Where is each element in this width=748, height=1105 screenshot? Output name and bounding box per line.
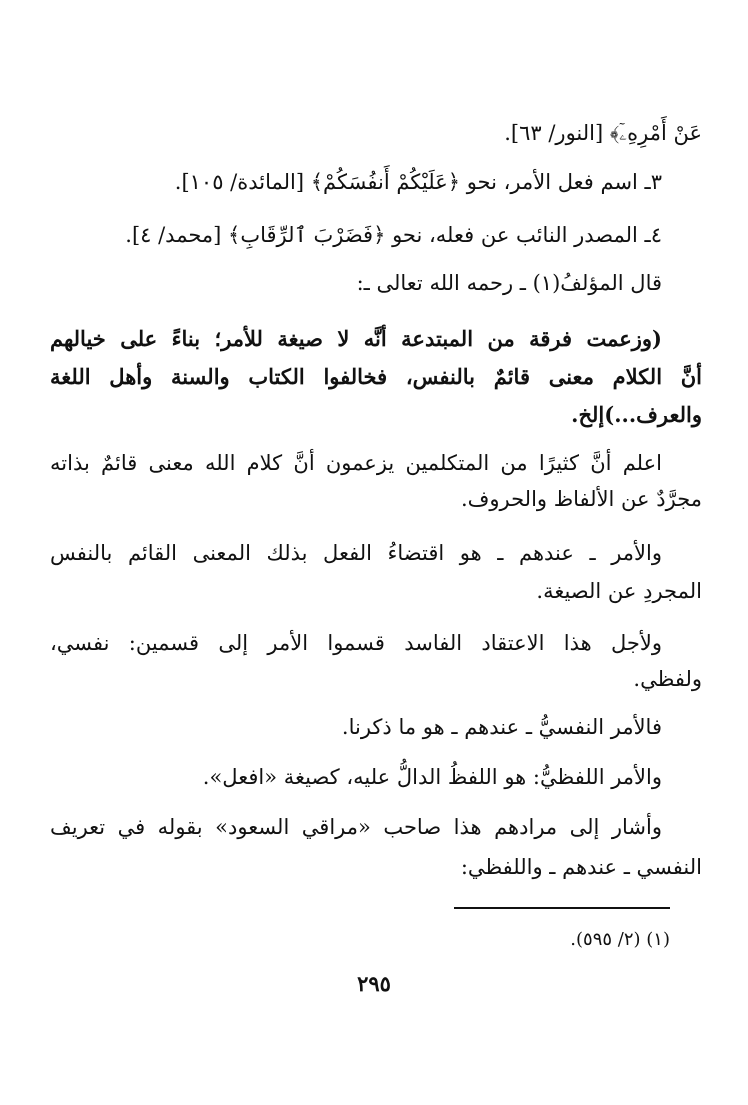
text-line-14: النفسي ـ عندهم ـ واللفظي: (460, 855, 702, 879)
text-line-5: اعلم أنَّ كثيرًا من المتكلمين يزعمون أنَّ كلام الله معنى قائمٌ بذاته (50, 451, 662, 475)
text-line-4: قال المؤلفُ(١) ـ رحمه الله تعالى ـ: (356, 271, 662, 295)
text-line-8: المجردِ عن الصيغة. (536, 579, 702, 603)
text-line-13: وأشار إلى مرادهم هذا صاحب «مراقي السعود» بقوله في تعريف (50, 815, 662, 839)
quoted-text-line-1: (وزعمت فرقة من المبتدعة أنَّه لا صيغة للأمر؛ بناءً على خيالهم (50, 326, 662, 351)
quoted-text-line-3: والعرف...)إلخ. (571, 402, 702, 427)
text-line-10: ولفظي. (633, 667, 702, 691)
text-line-6: مجرَّدٌ عن الألفاظ والحروف. (460, 487, 702, 511)
text-line-2: ٣ـ اسم فعل الأمر، نحو ﴿عَلَيْكُمْ أَنفُسَكُمْ﴾ [المائدة/ ١٠٥]. (174, 170, 662, 194)
text-line-11: فالأمر النفسيُّ ـ عندهم ـ هو ما ذكرنا. (341, 715, 662, 739)
text-line-3: ٤ـ المصدر النائب عن فعله، نحو ﴿فَضَرْبَ ٱلرِّقَابِ﴾ [محمد/ ٤]. (125, 223, 662, 247)
footnote: (١) (٢/ ٥٩٥). (570, 929, 670, 950)
text-line-9: ولأجل هذا الاعتقاد الفاسد قسموا الأمر إلى قسمين: نفسي، (50, 631, 662, 655)
text-line-7: والأمر ـ عندهم ـ هو اقتضاءُ الفعل بذلك المعنى القائم بالنفس (50, 541, 662, 565)
footnote-separator (454, 907, 670, 909)
text-line-1: عَنْ أَمْرِهِۦٓ﴾ [النور/ ٦٣]. (504, 121, 702, 145)
quoted-text-line-2: أنَّ الكلام معنى قائمٌ بالنفس، فخالفوا الكتاب والسنة وأهل اللغة (50, 364, 702, 389)
text-line-12: والأمر اللفظيُّ: هو اللفظُ الدالُّ عليه، كصيغة «افعل». (202, 765, 662, 789)
page-number: ٢٩٥ (357, 971, 391, 996)
